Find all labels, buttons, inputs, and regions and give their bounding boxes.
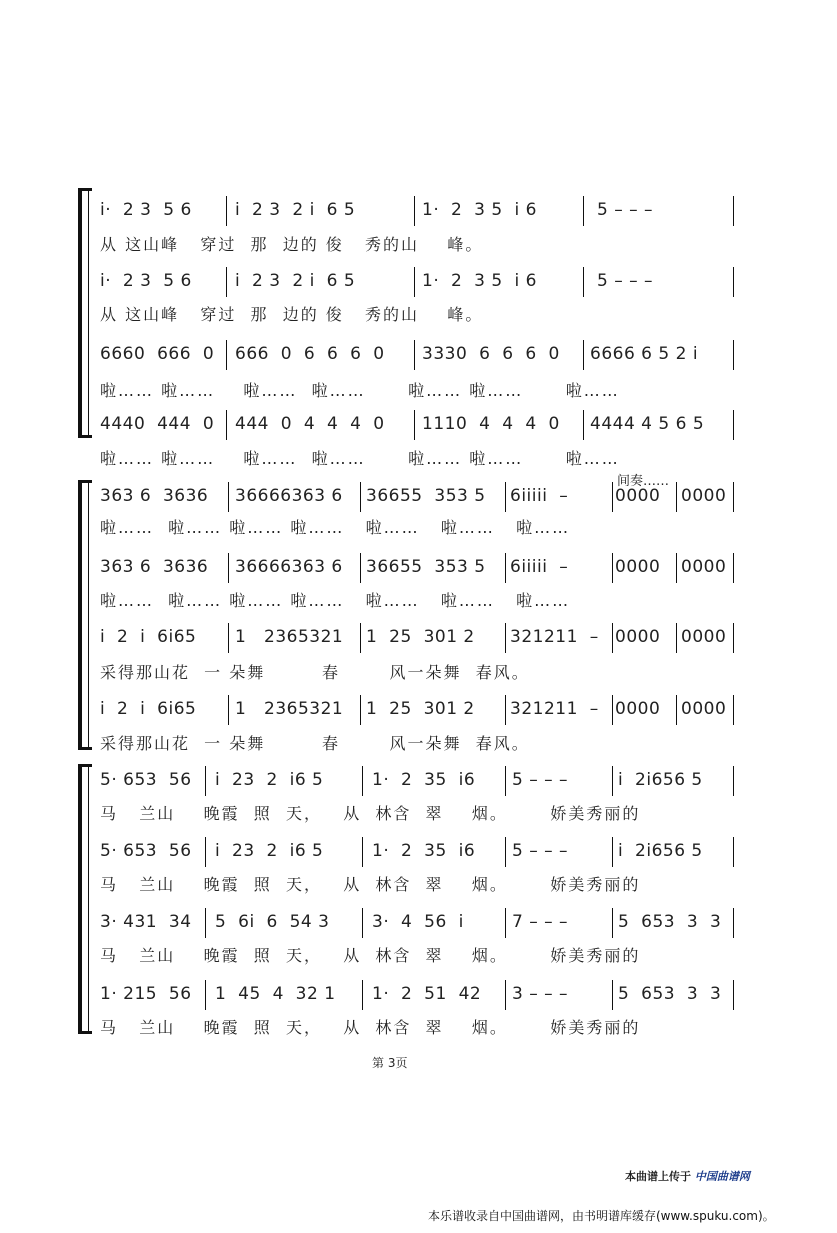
system-3-line xyxy=(88,764,89,1034)
measure: 1· 2 35 i6 xyxy=(372,841,476,861)
barline xyxy=(733,980,734,1010)
barline xyxy=(733,196,734,226)
barline xyxy=(583,196,584,226)
measure: 1· 2 35 i6 xyxy=(372,770,476,790)
system-3-brace xyxy=(78,764,82,1034)
barline xyxy=(733,410,734,440)
staff-lyrics: 啦…… 啦…… 啦…… 啦…… 啦…… 啦…… 啦…… xyxy=(100,449,620,468)
measure: 6660 666 0 xyxy=(100,344,215,364)
staff-notes xyxy=(100,627,750,653)
measure: 3 – – – xyxy=(512,984,569,1004)
measure: 6iiiii – xyxy=(510,486,569,506)
measure: 5 – – – xyxy=(597,200,654,220)
barline xyxy=(583,410,584,440)
measure: 5 653 3 3 xyxy=(618,912,722,932)
barline xyxy=(360,553,361,583)
page-number: 第 3页 xyxy=(372,1056,408,1070)
staff-notes xyxy=(100,841,750,867)
staff-notes xyxy=(100,486,750,512)
measure: i 2 3 2 i 6 5 xyxy=(235,271,356,291)
staff-lyrics: 从 这山峰 穿过 那 边的 俊 秀的山 峰。 xyxy=(100,235,484,254)
barline xyxy=(362,980,363,1010)
measure: 5· 653 56 xyxy=(100,770,192,790)
system-2-brace xyxy=(78,480,82,750)
measure: i 23 2 i6 5 xyxy=(215,770,324,790)
staff-lyrics: 马 兰山 晚霞 照 天， 从 林含 翠 烟。 娇美秀丽的 xyxy=(100,804,641,823)
measure: 6666 6 5 2 i xyxy=(590,344,699,364)
barline xyxy=(226,267,227,297)
barline xyxy=(505,623,506,653)
measure: 0000 xyxy=(681,699,727,719)
measure: 363 6 3636 xyxy=(100,557,209,577)
barline xyxy=(414,340,415,370)
staff-lyrics: 啦…… 啦…… 啦…… 啦…… 啦…… 啦…… 啦…… xyxy=(100,381,620,400)
measure: 1· 2 51 42 xyxy=(372,984,482,1004)
measure: 36666363 6 xyxy=(235,557,343,577)
barline xyxy=(505,908,506,938)
measure: 5 – – – xyxy=(597,271,654,291)
measure: 0000 xyxy=(681,557,727,577)
upload-text: 本曲谱上传于 xyxy=(625,1170,691,1183)
staff-notes xyxy=(100,557,750,583)
staff-notes xyxy=(100,770,750,796)
staff-lyrics: 从 这山峰 穿过 那 边的 俊 秀的山 峰。 xyxy=(100,305,484,324)
barline xyxy=(505,980,506,1010)
barline xyxy=(228,695,229,725)
barline xyxy=(733,695,734,725)
staff-notes xyxy=(100,344,750,370)
measure: 666 0 6 6 6 0 xyxy=(235,344,385,364)
barline xyxy=(228,482,229,512)
upload-note xyxy=(625,1168,750,1184)
measure: 321211 – xyxy=(510,699,599,719)
measure: 1· 215 56 xyxy=(100,984,192,1004)
barline xyxy=(612,482,613,512)
staff-notes xyxy=(100,699,750,725)
barline xyxy=(612,908,613,938)
measure: i 2i656 5 xyxy=(618,841,703,861)
barline xyxy=(583,340,584,370)
staff-notes xyxy=(100,271,750,297)
system-1-line xyxy=(88,188,89,438)
barline xyxy=(505,695,506,725)
measure: 1110 4 4 4 0 xyxy=(422,414,560,434)
barline xyxy=(733,908,734,938)
barline xyxy=(360,623,361,653)
staff-notes xyxy=(100,984,750,1010)
measure: i 2 i 6i65 xyxy=(100,627,197,647)
barline xyxy=(733,766,734,796)
barline xyxy=(226,340,227,370)
barline xyxy=(676,482,677,512)
barline xyxy=(612,766,613,796)
measure: i 2i656 5 xyxy=(618,770,703,790)
barline xyxy=(505,766,506,796)
measure: 1· 2 3 5 i 6 xyxy=(422,271,537,291)
staff-lyrics: 啦…… 啦…… 啦…… 啦…… 啦…… 啦…… 啦…… xyxy=(100,518,571,537)
measure: i 23 2 i6 5 xyxy=(215,841,324,861)
staff-notes xyxy=(100,414,750,440)
measure: 1 45 4 32 1 xyxy=(215,984,336,1004)
barline xyxy=(226,196,227,226)
measure: 5· 653 56 xyxy=(100,841,192,861)
measure: 321211 – xyxy=(510,627,599,647)
barline xyxy=(733,623,734,653)
barline xyxy=(612,980,613,1010)
barline xyxy=(733,482,734,512)
measure: 5 – – – xyxy=(512,770,569,790)
measure: 0000 xyxy=(615,486,661,506)
barline xyxy=(676,695,677,725)
measure: 6iiiii – xyxy=(510,557,569,577)
barline xyxy=(205,908,206,938)
measure: 0000 xyxy=(615,557,661,577)
barline xyxy=(205,837,206,867)
barline xyxy=(676,623,677,653)
barline xyxy=(612,695,613,725)
interlude-label: 间奏…… xyxy=(617,474,670,489)
barline xyxy=(228,623,229,653)
barline xyxy=(733,553,734,583)
staff-notes xyxy=(100,200,750,226)
barline xyxy=(205,766,206,796)
measure: 4440 444 0 xyxy=(100,414,215,434)
staff-lyrics: 马 兰山 晚霞 照 天， 从 林含 翠 烟。 娇美秀丽的 xyxy=(100,875,641,894)
measure: 5 653 3 3 xyxy=(618,984,722,1004)
barline xyxy=(733,340,734,370)
barline xyxy=(205,980,206,1010)
measure: 0000 xyxy=(681,627,727,647)
measure: 36666363 6 xyxy=(235,486,343,506)
measure: 444 0 4 4 4 0 xyxy=(235,414,385,434)
barline xyxy=(505,553,506,583)
barline xyxy=(362,766,363,796)
barline xyxy=(733,837,734,867)
measure: 1 25 301 2 xyxy=(366,627,475,647)
barline xyxy=(505,837,506,867)
measure: i· 2 3 5 6 xyxy=(100,200,192,220)
barline xyxy=(414,267,415,297)
system-2-line xyxy=(88,480,89,750)
barline xyxy=(733,267,734,297)
measure: 1 25 301 2 xyxy=(366,699,475,719)
measure: 5 – – – xyxy=(512,841,569,861)
barline xyxy=(612,553,613,583)
staff-lyrics: 啦…… 啦…… 啦…… 啦…… 啦…… 啦…… 啦…… xyxy=(100,591,571,610)
credit-line: 本乐谱收录自中国曲谱网，由书明谱库缓存(www.spuku.com)。 xyxy=(428,1209,775,1223)
measure: 1 2365321 xyxy=(235,627,344,647)
site-logo: 中国曲谱网 xyxy=(694,1170,750,1183)
barline xyxy=(583,267,584,297)
barline xyxy=(414,410,415,440)
staff-lyrics: 马 兰山 晚霞 照 天， 从 林含 翠 烟。 娇美秀丽的 xyxy=(100,946,641,965)
barline xyxy=(228,553,229,583)
barline xyxy=(612,623,613,653)
barline xyxy=(362,837,363,867)
measure: 0000 xyxy=(615,627,661,647)
measure: 1 2365321 xyxy=(235,699,344,719)
barline xyxy=(360,695,361,725)
measure: 1· 2 3 5 i 6 xyxy=(422,200,537,220)
measure: 3· 431 34 xyxy=(100,912,192,932)
measure: 0000 xyxy=(681,486,727,506)
measure: 36655 353 5 xyxy=(366,486,486,506)
barline xyxy=(505,482,506,512)
system-1-brace xyxy=(78,188,82,438)
measure: 4444 4 5 6 5 xyxy=(590,414,705,434)
measure: 3· 4 56 i xyxy=(372,912,464,932)
measure: 363 6 3636 xyxy=(100,486,209,506)
staff-lyrics: 采得那山花 一 朵舞 春 风一朵舞 春风。 xyxy=(100,663,530,682)
measure: 3330 6 6 6 0 xyxy=(422,344,560,364)
barline xyxy=(226,410,227,440)
barline xyxy=(360,482,361,512)
measure: 36655 353 5 xyxy=(366,557,486,577)
measure: i 2 3 2 i 6 5 xyxy=(235,200,356,220)
barline xyxy=(676,553,677,583)
measure: 7 – – – xyxy=(512,912,569,932)
barline xyxy=(414,196,415,226)
measure: 5 6i 6 54 3 xyxy=(215,912,330,932)
measure: i· 2 3 5 6 xyxy=(100,271,192,291)
staff-lyrics: 马 兰山 晚霞 照 天， 从 林含 翠 烟。 娇美秀丽的 xyxy=(100,1018,641,1037)
measure: i 2 i 6i65 xyxy=(100,699,197,719)
barline xyxy=(612,837,613,867)
barline xyxy=(362,908,363,938)
staff-lyrics: 采得那山花 一 朵舞 春 风一朵舞 春风。 xyxy=(100,734,530,753)
measure: 0000 xyxy=(615,699,661,719)
staff-notes xyxy=(100,912,750,938)
